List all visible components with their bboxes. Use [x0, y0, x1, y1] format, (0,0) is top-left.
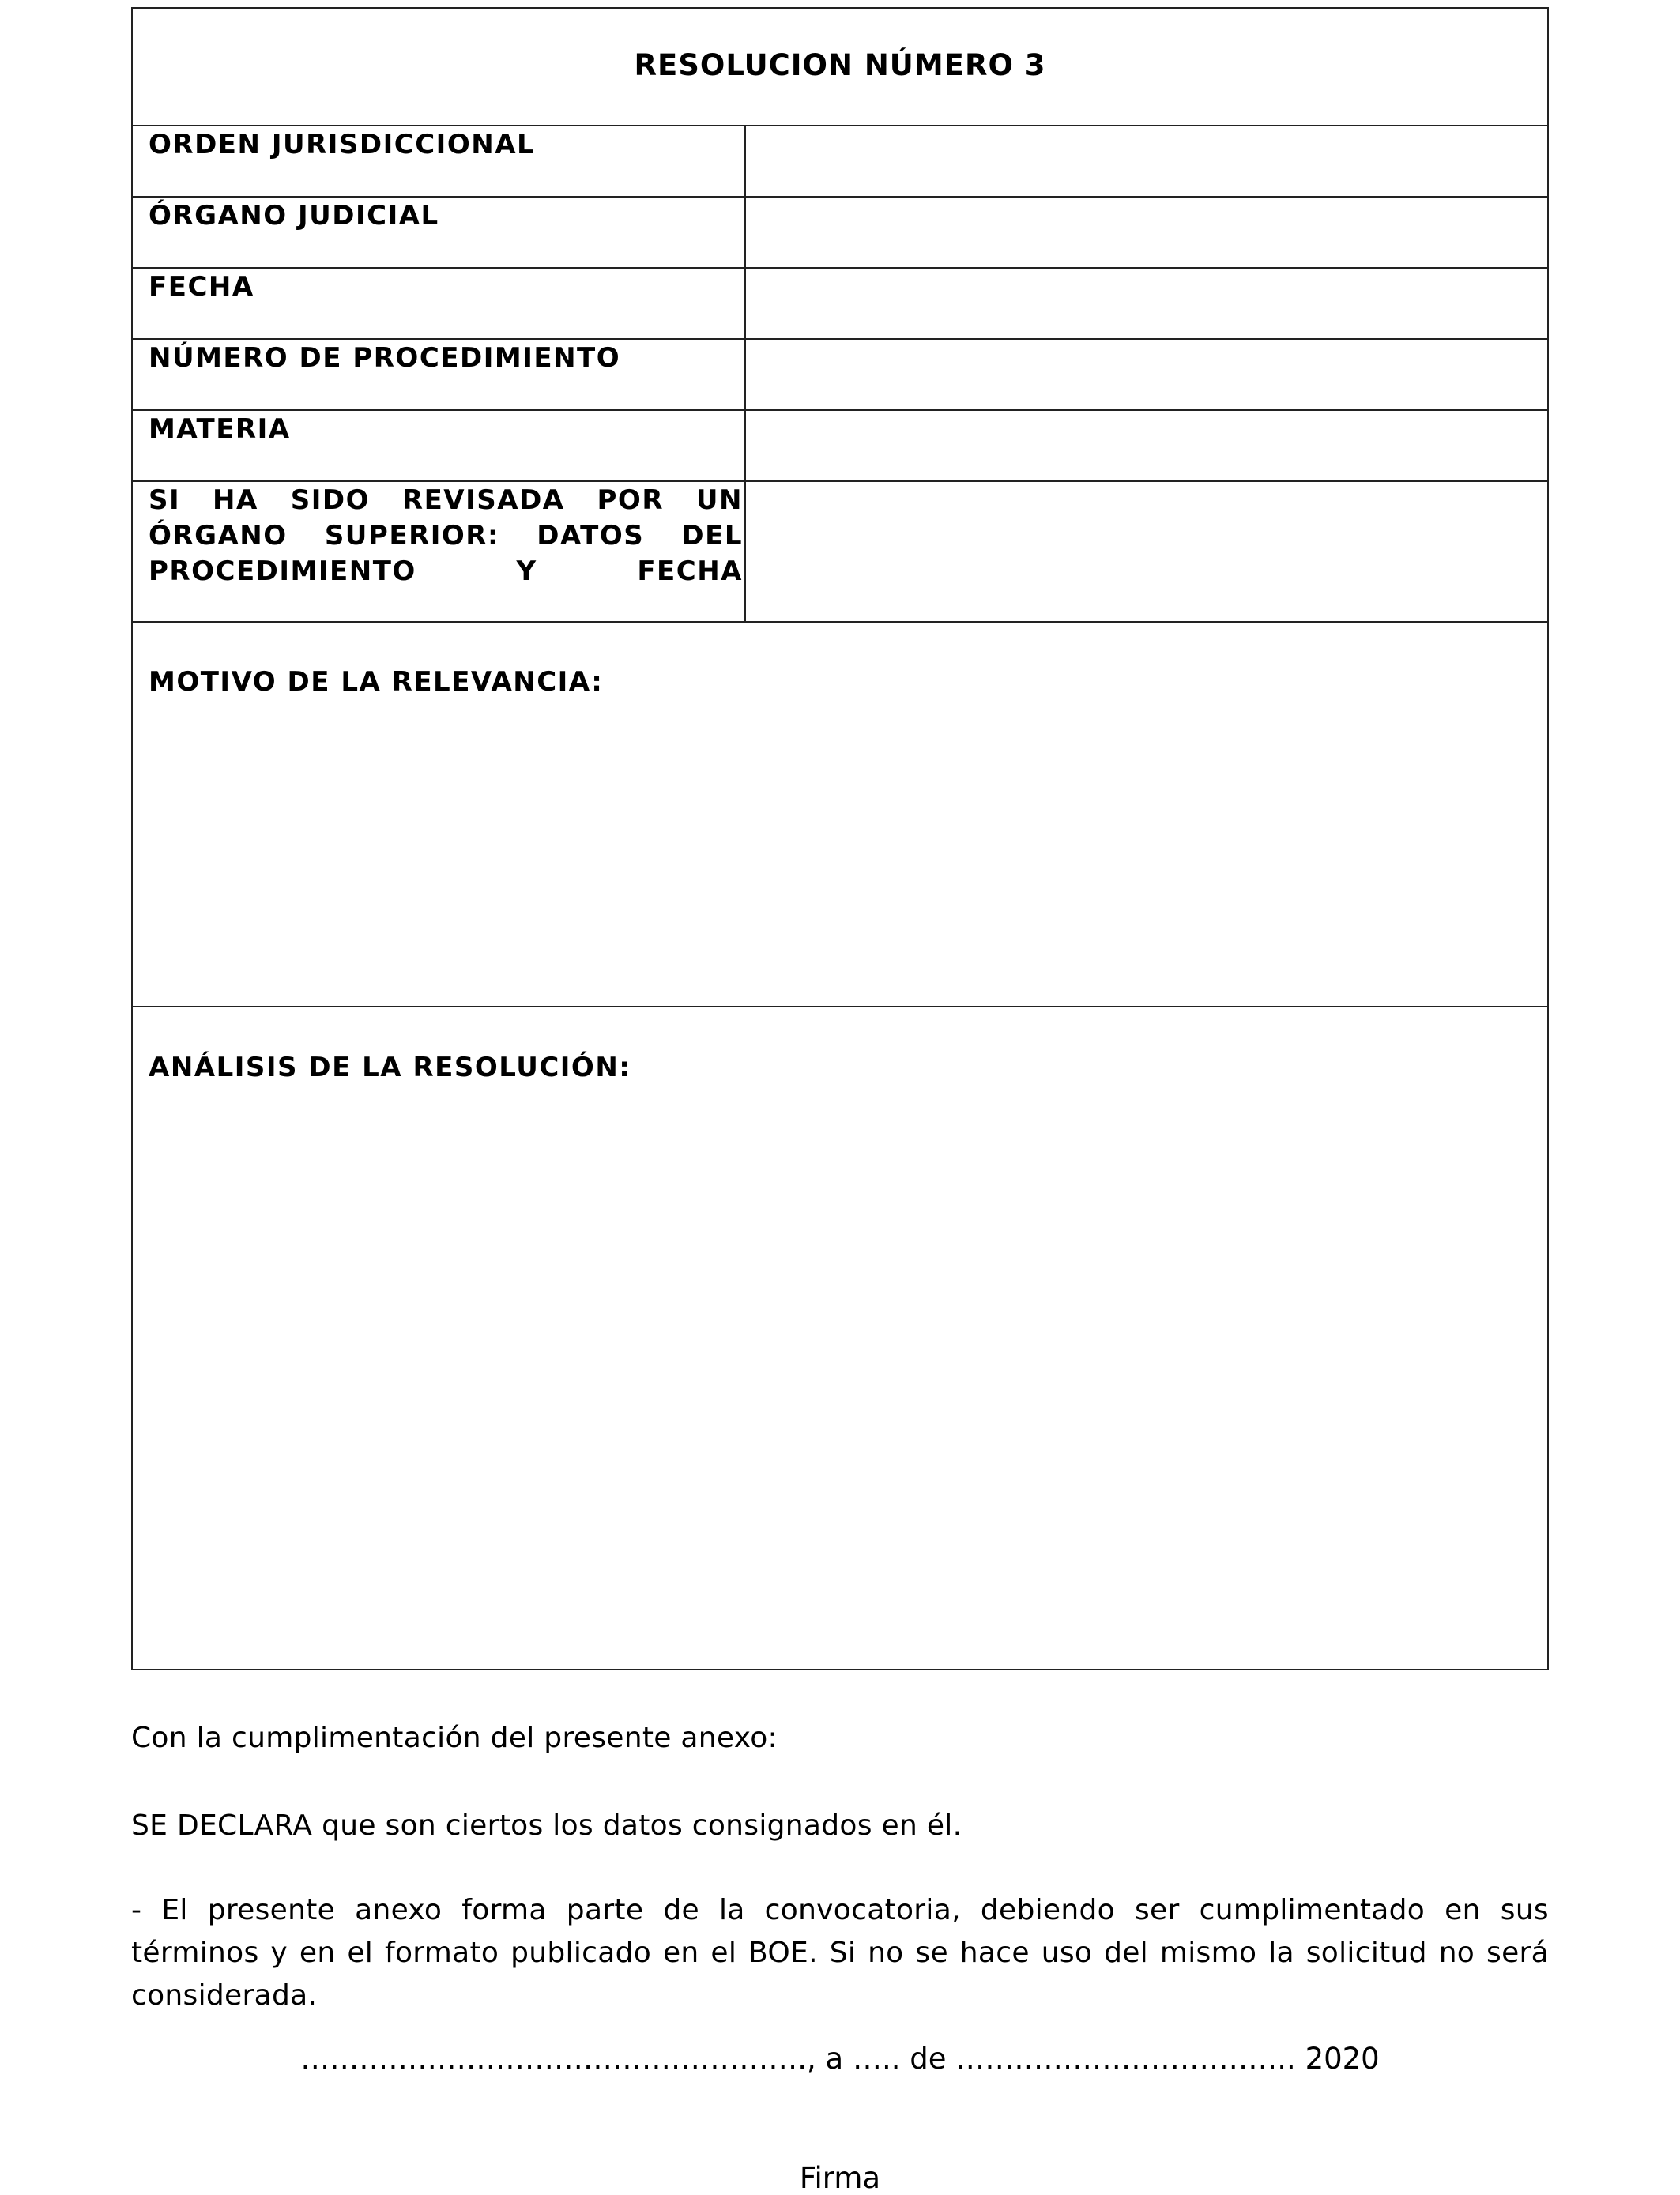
- revision-label: [149, 483, 743, 589]
- fecha-field[interactable]: [746, 269, 1549, 338]
- relevance-label: MOTIVO DE LA RELEVANCIA:: [149, 666, 604, 698]
- numero-procedimiento-field[interactable]: [746, 340, 1549, 409]
- revision-label-line: ÓRGANO SUPERIOR: DATOS DEL: [149, 520, 743, 552]
- divider: [133, 621, 1547, 623]
- footer-intro: Con la cumplimentación del presente anexo:: [131, 1722, 778, 1754]
- signature-label: Firma: [799, 2161, 881, 2195]
- organo-judicial-label: ÓRGANO JUDICIAL: [149, 200, 439, 232]
- relevance-field[interactable]: [133, 712, 1547, 1006]
- materia-field[interactable]: [746, 411, 1549, 480]
- orden-jurisdiccional-field[interactable]: [746, 126, 1549, 196]
- resolution-form: [131, 7, 1549, 1670]
- orden-jurisdiccional-label: ORDEN JURISDICCIONAL: [149, 129, 536, 160]
- revision-label-line: PROCEDIMIENTO Y FECHA: [149, 555, 743, 587]
- numero-procedimiento-label: NÚMERO DE PROCEDIMIENTO: [149, 342, 621, 374]
- organo-judicial-field[interactable]: [746, 198, 1549, 267]
- revision-label-line: SI HA SIDO REVISADA POR UN: [149, 484, 743, 516]
- analysis-field[interactable]: [133, 1099, 1547, 1668]
- declaration: SE DECLARA que son ciertos los datos consignados en él.: [131, 1809, 962, 1842]
- analysis-label: ANÁLISIS DE LA RESOLUCIÓN:: [149, 1052, 631, 1083]
- divider: [133, 1006, 1547, 1007]
- materia-label: MATERIA: [149, 413, 291, 445]
- fecha-label: FECHA: [149, 271, 254, 303]
- form-title: RESOLUCION NÚMERO 3: [634, 48, 1046, 82]
- place-date-line: ……………………………………………., a ….. de …………………………….. 2020: [300, 2042, 1380, 2076]
- footer-note: - El presente anexo forma parte de la convocatoria, debiendo ser cumplimentado en sus términos y en el formato publicado en el BOE. Si no se hace uso del mismo la solicitud no será considerada.: [131, 1894, 1549, 2012]
- revision-field[interactable]: [746, 482, 1549, 621]
